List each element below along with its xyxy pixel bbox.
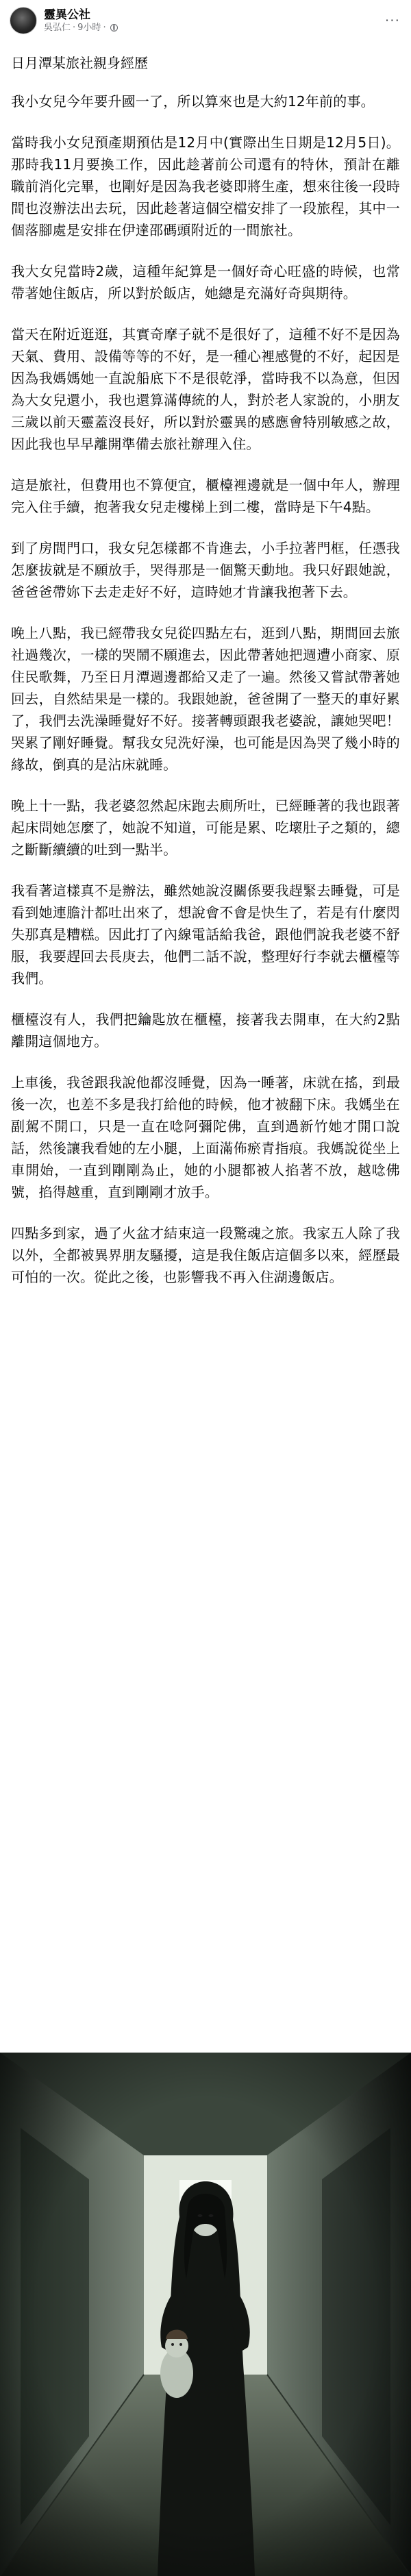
globe-icon [110, 24, 118, 32]
post-paragraph: 四點多到家，過了火盆才結束這一段驚魂之旅。我家五人除了我以外，全都被異界朋友騷擾，這是我住飯店這個多以來，經歷最可怕的一次。從此之後，也影響我不再入住湖邊飯店。 [11, 1225, 400, 1285]
post-paragraph: 當天在附近逛逛，其實奇摩子就不是很好了，這種不好不是因為天氣、費用、設備等等的不好，是一種心裡感覺的不好，起因是因為我媽媽她一直說船底下不是很乾淨，當時我不以為意，但因為大女兒還小，我也還算滿傳統的人，對於老人家說的，小朋友三歲以前天靈蓋沒長好，所以對於靈異的感應會特別敏感之故，因此我也早早離開準備去旅社辦理入住。 [11, 326, 400, 452]
meta-separator: · [73, 22, 76, 33]
post-paragraph: 當時我小女兒預產期預估是12月中(實際出生日期是12月5日)。那時我11月要換工作，因此趁著前公司還有的特休，預計在離職前消化完畢，也剛好是因為我老婆即將生產，想來往後一段時間也沒辦法出去玩，因此趁著這個空檔安排了一段旅程，其中一個落腳處是安排在伊達邵碼頭附近的一間旅社。 [11, 134, 400, 238]
post-meta [44, 22, 118, 34]
meta-separator-2: · [103, 22, 106, 33]
ghost-girl-corridor-image [0, 2053, 411, 2576]
post-header-text [44, 8, 118, 34]
post-paragraph: 到了房間門口，我女兒怎樣都不肯進去，小手拉著門框，任憑我怎麼拔就是不願放手，哭得那是一個驚天動地。我只好跟她說，爸爸爸帶妳下去走走好不好，這時她才肯讓我抱著下去。 [11, 540, 400, 600]
post-body [0, 38, 411, 1288]
post-paragraph: 櫃檯沒有人，我們把鑰匙放在櫃檯，接著我去開車，在大約2點離開這個地方。 [11, 1011, 400, 1050]
post-paragraph: 我大女兒當時2歲，這種年紀算是一個好奇心旺盛的時候，也常帶著她住飯店，所以對於飯店，她總是充滿好奇與期待。 [11, 263, 400, 301]
post-paragraph: 我看著這樣真不是辦法，雖然她說沒關係要我趕緊去睡覺，可是看到她連膽汁都吐出來了，想說會不會是快生了，若是有什麼閃失那真是糟糕。因此打了內線電話給我爸，跟他們說我老婆不舒服，我要趕回去長庚去，他們二話不說，整理好行李就去櫃檯等我們。 [11, 882, 400, 987]
author-name[interactable]: 吳弘仁 [44, 22, 71, 33]
more-options-icon[interactable]: ··· [384, 12, 400, 29]
page-avatar[interactable] [10, 7, 37, 34]
post-paragraph: 上車後，我爸跟我說他都沒睡覺，因為一睡著，床就在搖，到最後一次，也差不多是我打給他的時候，他才被翻下床。我媽坐在副駕不開口，只是一直在唸阿彌陀佛，直到過新竹她才開口說話，然後讓我看她的左小腿，上面滿佈瘀青指痕。我媽說從坐上車開始，一直到剛剛為止，她的小腿都被人掐著不放，越唸佛號，掐得越重，直到剛剛才放手。 [11, 1074, 400, 1200]
post-paragraph: 晚上八點，我已經帶我女兒從四點左右，逛到八點，期間回去旅社過幾次，一樣的哭鬧不願進去，因此帶著她把週遭小商家、原住民歌舞，乃至日月潭週邊都給又走了一遍。然後又嘗試帶著她回去，自然結果是一樣的。我跟她說，爸爸開了一整天的車好累了，我們去洗澡睡覺好不好。接著轉頭跟我老婆說，讓她哭吧！哭累了剛好睡覺。幫我女兒洗好澡，也可能是因為哭了幾小時的緣故，倒真的是沾床就睡。 [11, 625, 400, 773]
post-paragraph: 我小女兒今年要升國一了，所以算來也是大約12年前的事。 [11, 93, 375, 110]
post-title: 日月潭某旅社親身經歷 [11, 55, 148, 71]
post-time[interactable]: 9小時 [77, 22, 101, 33]
post-photo[interactable] [0, 2053, 411, 2576]
post-paragraph: 這是旅社，但費用也不算便宜，櫃檯裡邊就是一個中年人，辦理完入住手續，抱著我女兒走樓梯上到二樓，當時是下午4點。 [11, 477, 400, 515]
page-name[interactable]: 靈異公社 [44, 8, 90, 22]
post-paragraph: 晚上十一點，我老婆忽然起床跑去廁所吐，已經睡著的我也跟著起床問她怎麼了，她說不知道，可能是累、吃壞肚子之類的，總之斷斷續續的吐到一點半。 [11, 797, 400, 858]
post-header [0, 0, 411, 38]
